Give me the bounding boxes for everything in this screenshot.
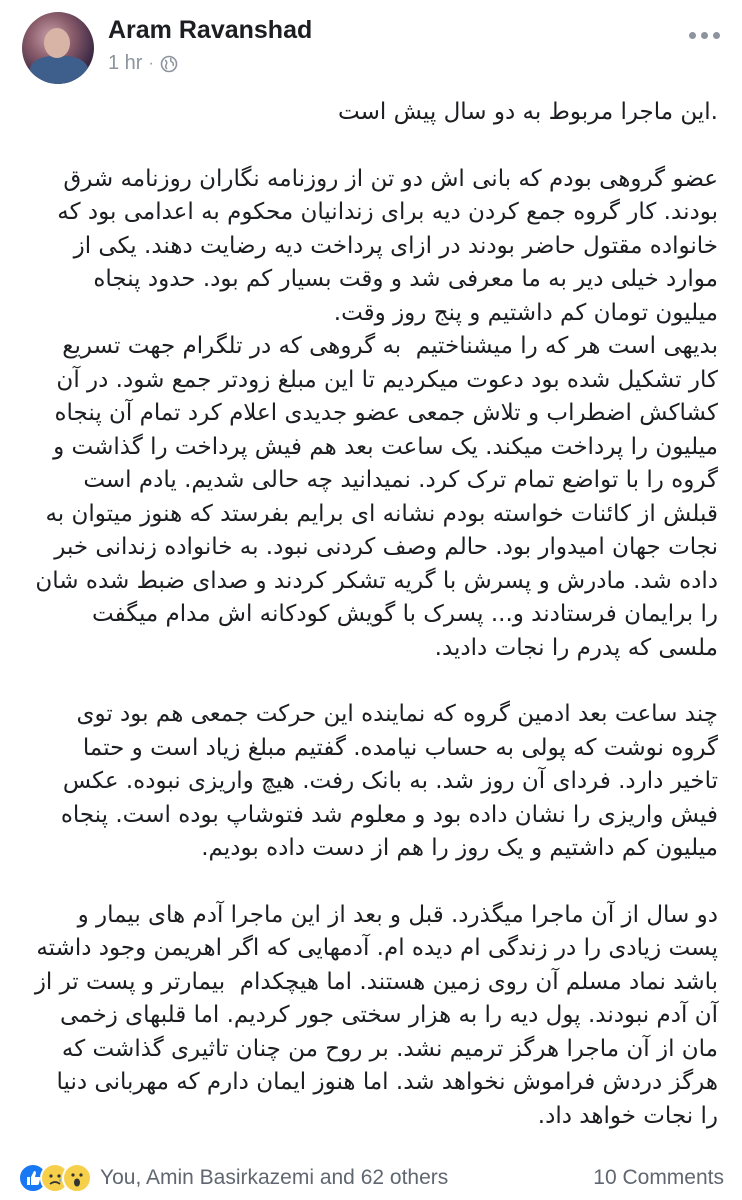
post-paragraph: چند ساعت بعد ادمین گروه که نماینده این حرکت جمعی هم بود توی گروه نوشت که پولی به حساب نیامده. گفتیم مبلغ زیاد است و حتما تاخیر دارد. فردای آن روز شد. به بانک رفت. هیچ واریزی نبوده. عکس فیش واریزی را نشان داده بود و معلوم شد فتوشاپ بوده است. پنجاه میلیون کم داشتیم و یک روز را هم از دست داده بودیم. [53,701,718,861]
reaction-icons[interactable] [18,1163,84,1193]
post-footer [18,1160,724,1196]
paragraph-gap [34,866,718,899]
paragraph-gap [34,665,718,698]
post-paragraph: بدیهی است هر که را میشناختیم به گروهی که در تلگرام جهت تسریع کار تشکیل شده بود دعوت میکردیم تا این مبلغ زودتر جمع شود. در آن کشاکش اضطراب و تلاش جمعی عضو جدیدی اعلام کرد تمام آن پنجاه میلیون را پرداخت میکند. یک ساعت بعد هم فیش پرداخت را گذاشت و گروه را با تواضع تمام ترک کرد. نمیدانید چه حالی شدیم. یادم است قبلش از کائنات خواسته بودم نشانه ای برایم بفرستد که هنوز میتوان به نجات جهان امیدوار بود. حالم وصف کردنی نبود. به خانواده زندانی خبر داده شد. مادرش و پسرش با گریه تشکر کردند و صدای ضبط شده شان را برایمان فرستادند و... پسرک با گویش کودکانه اش مدام میگفت ملسی که پدرم را نجات دادید. [28,333,718,661]
comments-count[interactable]: 10 Comments [593,1166,724,1189]
post-meta [108,52,178,75]
post-paragraph: عضو گروهی بودم که بانی اش دو تن از روزنامه نگاران روزنامه شرق بودند. کار گروه جمع کردن دیه برای زندانیان محکوم به اعدامی بود که خانواده مقتول حاضر بودند در ازای پرداخت دیه رضایت دهند. یکی از موارد خیلی دیر به ما معرفی شد و وقت بسیار کم بود. حدود پنجاه میلیون تومان کم داشتیم و پنج روز وقت. [49,165,718,326]
wow-icon [62,1163,92,1193]
post-text [27,96,718,1133]
reactions-summary[interactable]: You, Amin Basirkazemi and 62 others [100,1166,449,1189]
more-options-icon[interactable] [689,32,720,39]
avatar-face [44,28,70,58]
paragraph-gap [34,130,718,163]
globe-icon[interactable] [160,55,178,73]
post-paragraph: دو سال از آن ماجرا میگذرد. قبل و بعد از این ماجرا آدم های بیمار و پست زیادی را در زندگی ام دیده ام. آدمهایی که اگر اهریمن وجود داشته باشد نماد مسلم آن روی زمین هستند. اما هیچکدام بیمارتر و پست تر از آن آدم نبودند. پول دیه را به هزار سختی جور کردیم. اما قلبهای زخمی مان از آن ماجرا هرگز ترمیم نشد. بر روح من چنان تاثیری گذاشت که هرگز دردش فراموش نخواهد شد. اما هنوز ایمان دارم که مهربانی دنیا را نجات خواهد داد. [27,901,718,1129]
author-name[interactable]: Aram Ravanshad [108,16,313,44]
post-time[interactable]: 1 hr [108,52,143,74]
avatar[interactable] [22,12,94,84]
avatar-scarf [30,56,88,84]
post-paragraph: .این ماجرا مربوط به دو سال پیش است [338,99,718,125]
meta-separator: · [148,54,154,72]
post-header [22,12,742,84]
